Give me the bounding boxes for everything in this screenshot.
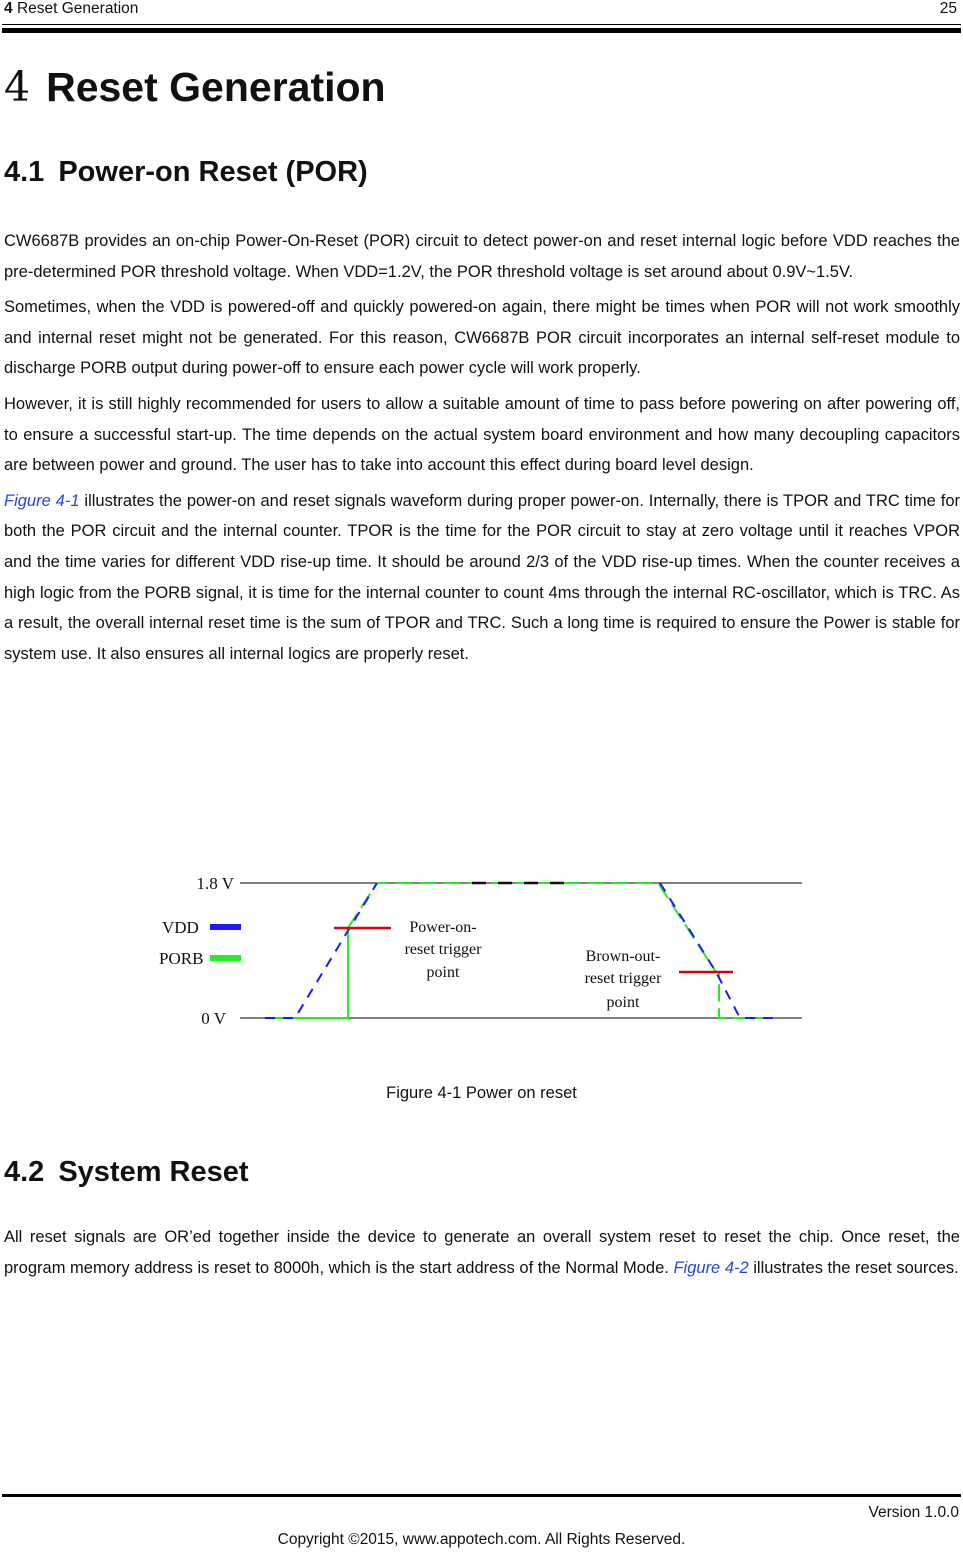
brown-out-annotation [585, 948, 663, 1011]
porb-rising-edge [265, 928, 348, 1018]
power-on-annotation [405, 919, 483, 981]
section-title: Power-on Reset (POR) [58, 156, 368, 188]
section-title: System Reset [58, 1156, 249, 1188]
annotation-line: point [426, 964, 460, 981]
paragraph: Sometimes, when the VDD is powered-off and quickly powered-on again, there might be times when POR will not work smoothly and internal reset might not be generated. For this reason, CW6687B POR circuit incorporates an internal self-reset module to discharge PORB output during power-off to ensure each power cycle will work properly. [4, 298, 960, 378]
paragraph: However, it is still highly recommended for users to allow a suitable amount of time to pass before powering on after powering off, to ensure a successful start-up. The time depends on the actual system board environment and how many decoupling capacitors are between power and ground. The user has to take into account this effect during board level design. [4, 394, 960, 475]
waveform-diagram [150, 860, 810, 1040]
ground-rail-label: 0 V [201, 1009, 226, 1028]
vdd-rising-edge [265, 883, 377, 1018]
header-rule-thick [2, 28, 961, 33]
footer-version: Version 1.0.0 [868, 1504, 959, 1521]
annotation-line: Brown-out- [585, 948, 661, 965]
paragraph [4, 486, 960, 670]
legend-porb-label: PORB [159, 949, 204, 968]
footer-copyright: Copyright ©2015, www.appotech.com. All Rights Reserved. [277, 1531, 686, 1548]
header-page-number: 25 [939, 0, 957, 17]
paragraph: CW6687B provides an on-chip Power-On-Reset (POR) circuit to detect power-on and reset internal logic before VDD reaches the pre-determined POR threshold voltage. When VDD=1.2V, the POR threshold voltage is set around about 0.9V~1.5V. [4, 232, 960, 281]
chapter-title: Reset Generation [46, 64, 386, 110]
section-4-2-body [4, 1222, 960, 1288]
legend-vdd-label: VDD [162, 918, 199, 937]
section-number: 4.1 [4, 156, 45, 188]
chapter-number: 4 [4, 63, 31, 111]
running-header [4, 0, 959, 22]
section-heading-4-2 [4, 1152, 249, 1192]
chapter-heading [4, 56, 386, 118]
section-heading-4-1 [4, 152, 368, 192]
annotation-line: point [606, 994, 640, 1011]
header-rule-thin [2, 24, 961, 25]
paragraph-text: All reset signals are OR’ed together inside the device to generate an overall system reset to reset the chip. Once reset, the program memory address is reset to 8000h, which is the start address of the Normal Mode. [4, 1228, 960, 1277]
paragraph-text: illustrates the reset sources. [748, 1258, 959, 1277]
paragraph [4, 1222, 960, 1283]
section-number: 4.2 [4, 1156, 45, 1188]
high-rail-label: 1.8 V [196, 874, 234, 893]
annotation-line: reset trigger [404, 941, 482, 958]
annotation-line: reset trigger [584, 970, 662, 987]
figure-4-2-link[interactable]: Figure 4-2 [673, 1258, 749, 1277]
footer-rule [2, 1494, 961, 1497]
section-4-1-body [4, 226, 960, 674]
figure-caption: Figure 4-1 Power on reset [386, 1084, 577, 1102]
vdd-falling-edge [660, 883, 775, 1018]
paragraph-text: illustrates the power-on and reset signals waveform during proper power-on. Internally, there is TPOR and TRC time for both the POR circuit and the internal counter. TPOR is the time for the POR circuit to stay at zero voltage until it reaches VPOR and the time varies for different VDD rise-up time. It should be around 2/3 of the VDD rise-up times. When the counter receives a high logic from the PORB signal, it is time for the internal counter to count 4ms through the internal RC-oscillator, which is TRC. As a result, the overall internal reset time is the sum of TPOR and TRC. Such a long time is required to ensure the Power is stable for system use. It also ensures all internal logics are properly reset. [4, 491, 960, 663]
figure-4-1-link[interactable]: Figure 4-1 [4, 491, 80, 510]
power-on-reset-figure [150, 860, 810, 1040]
header-chapter: 4 Reset Generation [4, 0, 139, 17]
annotation-line: Power-on- [409, 919, 477, 936]
